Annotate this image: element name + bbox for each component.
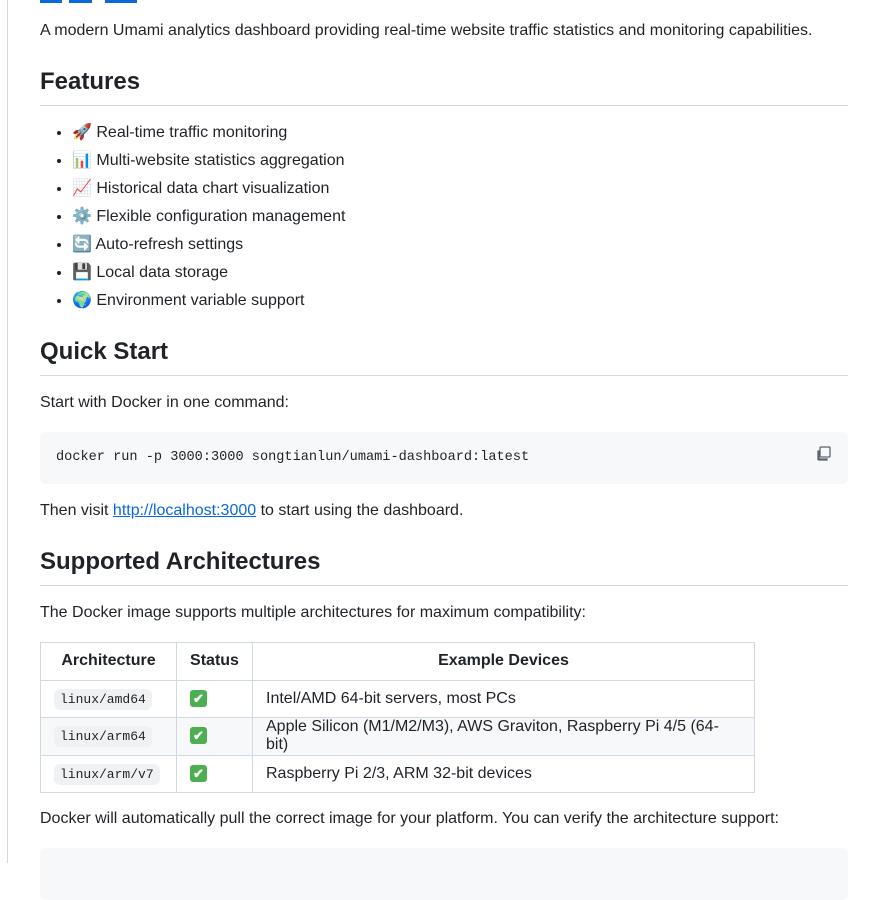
devices-cell: Raspberry Pi 2/3, ARM 32-bit devices bbox=[253, 755, 755, 793]
status-cell bbox=[177, 680, 253, 718]
status-cell bbox=[177, 718, 253, 756]
copy-icon[interactable] bbox=[816, 446, 832, 462]
trend-chart-icon: 📈 bbox=[72, 180, 92, 197]
quickstart-heading: Quick Start bbox=[40, 337, 848, 376]
item-text: Auto-refresh settings bbox=[95, 236, 244, 253]
item-text: Historical data chart visualization bbox=[96, 180, 330, 197]
check-icon: ✔ bbox=[190, 765, 207, 782]
table-header bbox=[41, 643, 755, 681]
arch-code: linux/amd64 bbox=[54, 689, 152, 710]
rocket-icon: 🚀 bbox=[72, 124, 92, 141]
globe-icon: 🌍 bbox=[72, 292, 92, 309]
table-row bbox=[41, 755, 755, 793]
bar-chart-icon: 📊 bbox=[72, 152, 92, 169]
left-border bbox=[7, 0, 8, 863]
arch-code: linux/arm/v7 bbox=[54, 764, 160, 785]
visit-text bbox=[40, 499, 463, 523]
arch-cell bbox=[41, 755, 177, 793]
floppy-disk-icon: 💾 bbox=[72, 264, 92, 281]
list-item bbox=[72, 175, 345, 203]
list-item bbox=[72, 119, 345, 147]
list-item bbox=[72, 259, 345, 287]
badge-row bbox=[40, 0, 137, 3]
arch-cell bbox=[41, 680, 177, 718]
status-cell bbox=[177, 755, 253, 793]
refresh-icon: 🔄 bbox=[72, 236, 92, 253]
devices-cell: Intel/AMD 64-bit servers, most PCs bbox=[253, 680, 755, 718]
badge[interactable] bbox=[69, 0, 92, 3]
arch-cell bbox=[41, 718, 177, 756]
gear-icon: ⚙️ bbox=[72, 208, 92, 225]
quickstart-lead: Start with Docker in one command: bbox=[40, 394, 289, 411]
table-row bbox=[41, 680, 755, 718]
check-icon: ✔ bbox=[190, 690, 207, 707]
intro-text: A modern Umami analytics dashboard providing real-time website traffic statistics and monitoring capabilities. bbox=[40, 22, 813, 39]
arch-heading: Supported Architectures bbox=[40, 547, 848, 586]
table-row bbox=[41, 718, 755, 756]
code-block-2 bbox=[40, 848, 848, 900]
badge[interactable] bbox=[105, 0, 137, 3]
item-text: Real-time traffic monitoring bbox=[96, 124, 288, 141]
visit-post: to start using the dashboard. bbox=[256, 502, 464, 519]
arch-code: linux/arm64 bbox=[54, 726, 152, 747]
features-list bbox=[72, 119, 345, 315]
docker-command: docker run -p 3000:3000 songtianlun/umami-dashboard:latest bbox=[56, 450, 530, 465]
list-item bbox=[72, 231, 345, 259]
col-architecture: Architecture bbox=[41, 643, 177, 681]
item-text: Environment variable support bbox=[96, 292, 305, 309]
item-text: Multi-website statistics aggregation bbox=[96, 152, 345, 169]
badge[interactable] bbox=[40, 0, 62, 3]
arch-footer: Docker will automatically pull the correct image for your platform. You can verify the architecture support: bbox=[40, 810, 779, 827]
list-item bbox=[72, 147, 345, 175]
col-devices: Example Devices bbox=[253, 643, 755, 681]
arch-lead: The Docker image supports multiple architectures for maximum compatibility: bbox=[40, 604, 586, 621]
item-text: Local data storage bbox=[96, 264, 229, 281]
features-heading: Features bbox=[40, 67, 848, 106]
visit-pre: Then visit bbox=[40, 502, 113, 519]
code-block bbox=[40, 432, 848, 484]
list-item bbox=[72, 203, 345, 231]
localhost-link[interactable]: http://localhost:3000 bbox=[112, 502, 257, 519]
devices-cell: Apple Silicon (M1/M2/M3), AWS Graviton, Raspberry Pi 4/5 (64-bit) bbox=[253, 718, 755, 756]
col-status: Status bbox=[177, 643, 253, 681]
arch-table bbox=[40, 642, 755, 793]
check-icon: ✔ bbox=[190, 727, 207, 744]
list-item bbox=[72, 287, 345, 315]
item-text: Flexible configuration management bbox=[96, 208, 346, 225]
